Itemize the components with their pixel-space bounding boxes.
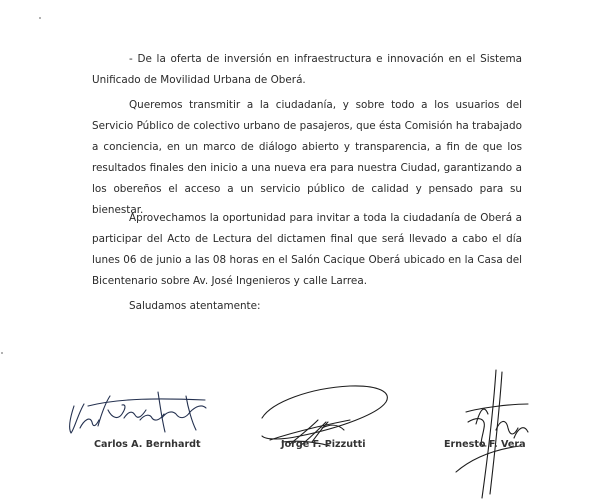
signatory-name: Jorge F. Pizzutti [281, 439, 366, 450]
signature-vera [456, 370, 528, 498]
signature-bernhardt [70, 392, 206, 433]
signature-pizzutti [262, 386, 387, 446]
signatory-name: Carlos A. Bernhardt [94, 439, 201, 450]
paragraph-commission-message: Queremos transmitir a la ciudadanía, y sobre todo a los usuarios del Servicio Público de colectivo urbano de pasajeros, que ésta Comisión ha trabajado a conciencia, en un marco de diálogo abierto y transparencia, a fin de que los resultados finales den inicio a una nueva era para nuestra Ciudad, garantizando a los obereños el acceso a un servicio público de calidad y pensado para su bienestar. [92, 99, 522, 216]
signatory-name: Ernesto F. Vera [444, 439, 526, 450]
paragraph-infrastructure: - De la oferta de inversión en infraestructura e innovación en el Sistema Unificado de Movilidad Urbana de Oberá. [92, 53, 522, 86]
paragraph-invitation: Aprovechamos la oportunidad para invitar a toda la ciudadanía de Oberá a participar del Acto de Lectura del dictamen final que será llevado a cabo el día lunes 06 de junio a las 08 horas en el Salón Cacique Oberá ubicado en la Casa del Bicentenario sobre Av. José Ingenieros y calle Larrea. [92, 212, 522, 287]
closing-salutation: Saludamos atentamente: [129, 300, 261, 312]
